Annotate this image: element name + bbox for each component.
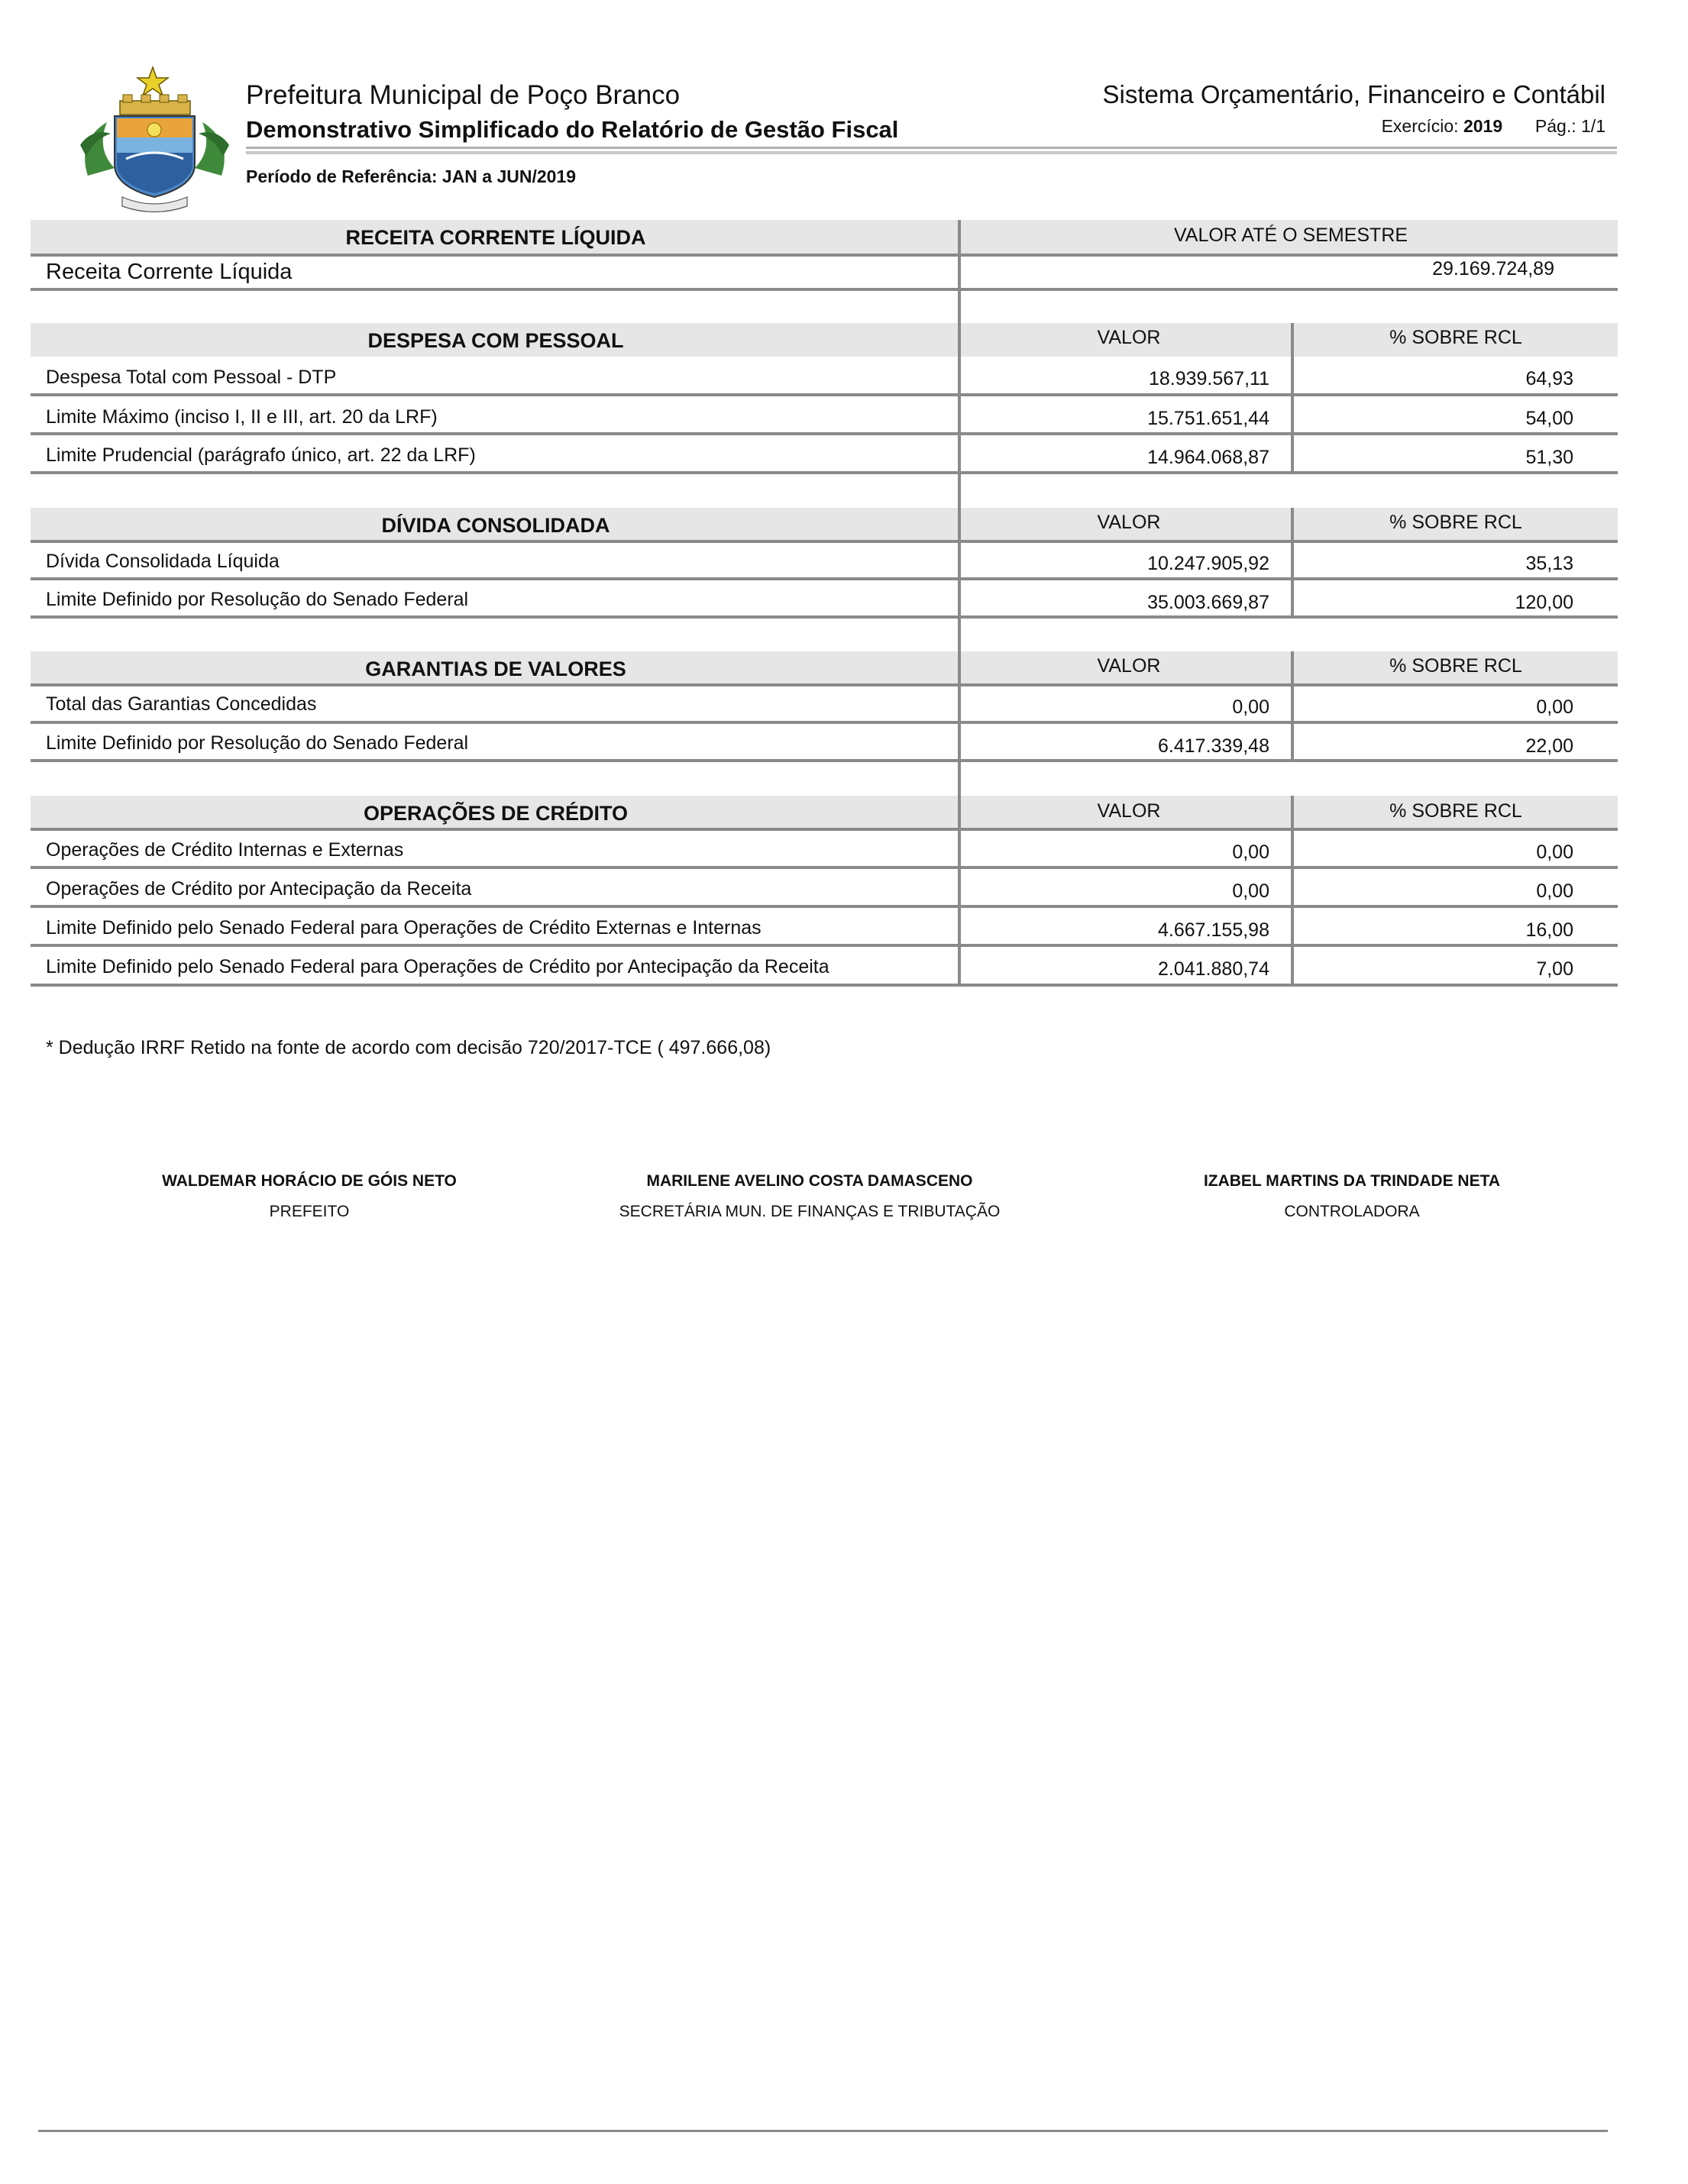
pessoal-section-title: DESPESA COM PESSOAL xyxy=(367,329,624,352)
garantias-section-title: GARANTIAS DE VALORES xyxy=(365,657,626,680)
table-row-valor: 10.247.905,92 xyxy=(1147,553,1269,574)
row-divider xyxy=(31,432,1618,435)
table-row-pct: 16,00 xyxy=(1525,919,1573,941)
table-row-valor: 0,00 xyxy=(1232,880,1269,902)
table-row-label: Limite Definido pelo Senado Federal para Operações de Crédito por Antecipação da Receita xyxy=(46,956,829,977)
table-row-pct: 0,00 xyxy=(1536,880,1573,902)
page-number: Pág.: 1/1 xyxy=(1534,116,1606,136)
table-row-pct: 22,00 xyxy=(1525,735,1573,757)
table-row-valor: 0,00 xyxy=(1232,696,1269,718)
rcl-row-value: 29.169.724,89 xyxy=(1432,258,1554,279)
table-row-valor: 14.964.068,87 xyxy=(1147,447,1269,468)
table-row-pct: 7,00 xyxy=(1536,958,1573,980)
table-row-label: Total das Garantias Concedidas xyxy=(46,693,317,715)
table-row-pct: 51,30 xyxy=(1525,447,1573,468)
credito-section-title: OPERAÇÕES DE CRÉDITO xyxy=(363,802,629,825)
signature-name: MARILENE AVELINO COSTA DAMASCENO xyxy=(646,1172,973,1190)
exercise-label: Exercício: xyxy=(1381,116,1459,136)
table-row-label: Limite Definido pelo Senado Federal para Operações de Crédito Externas e Internas xyxy=(46,917,762,939)
column-divider xyxy=(1291,651,1294,762)
column-divider xyxy=(1291,323,1294,474)
row-divider xyxy=(31,393,1618,396)
garantias-pct-header: % SOBRE RCL xyxy=(1389,655,1522,677)
table-row-valor: 4.667.155,98 xyxy=(1158,919,1269,941)
exercise-line xyxy=(1382,116,1606,137)
table-row-pct: 0,00 xyxy=(1536,696,1573,718)
system-name: Sistema Orçamentário, Financeiro e Contábil xyxy=(1102,80,1606,108)
row-divider xyxy=(31,288,1618,291)
row-divider xyxy=(31,866,1618,869)
row-divider xyxy=(31,540,1618,543)
signature-role: CONTROLADORA xyxy=(1284,1203,1420,1220)
table-row-pct: 54,00 xyxy=(1525,408,1573,429)
rcl-row-label: Receita Corrente Líquida xyxy=(46,260,293,284)
report-title: Demonstrativo Simplificado do Relatório de Gestão Fiscal xyxy=(246,116,899,143)
column-divider xyxy=(958,651,961,796)
row-divider xyxy=(31,905,1618,908)
table-row-label: Despesa Total com Pessoal - DTP xyxy=(46,367,337,388)
table-row-valor: 6.417.339,48 xyxy=(1158,735,1269,757)
org-name: Prefeitura Municipal de Poço Branco xyxy=(246,80,681,110)
table-row-label: Operações de Crédito por Antecipação da Receita xyxy=(46,878,472,900)
table-row-valor: 35.003.669,87 xyxy=(1147,592,1269,613)
row-divider xyxy=(31,984,1618,987)
column-divider xyxy=(1291,796,1294,987)
table-row-label: Dívida Consolidada Líquida xyxy=(46,551,280,572)
header-divider xyxy=(246,147,1617,149)
row-divider xyxy=(31,944,1618,947)
credito-valor-header: VALOR xyxy=(1097,800,1161,822)
table-row-label: Limite Definido por Resolução do Senado Federal xyxy=(46,589,469,610)
municipal-coat-of-arms-icon xyxy=(73,61,237,214)
header-divider-shadow xyxy=(246,151,1617,154)
page-bottom-rule xyxy=(38,2130,1608,2132)
reference-period: Período de Referência: JAN a JUN/2019 xyxy=(246,166,577,186)
divida-valor-header: VALOR xyxy=(1097,512,1161,533)
row-divider xyxy=(31,759,1618,762)
row-divider xyxy=(31,471,1618,474)
signature-name: WALDEMAR HORÁCIO DE GÓIS NETO xyxy=(162,1172,457,1190)
table-row-label: Limite Máximo (inciso I, II e III, art. 20 da LRF) xyxy=(46,406,438,428)
credito-pct-header: % SOBRE RCL xyxy=(1389,800,1522,822)
table-row-pct: 120,00 xyxy=(1515,592,1573,613)
table-row-valor: 18.939.567,11 xyxy=(1148,368,1269,389)
table-row-pct: 0,00 xyxy=(1536,842,1573,863)
row-divider xyxy=(31,721,1618,724)
rcl-section-title: RECEITA CORRENTE LÍQUIDA xyxy=(345,226,646,249)
table-row-label: Operações de Crédito Internas e Externas xyxy=(46,839,404,861)
column-divider xyxy=(958,323,961,510)
pessoal-pct-header: % SOBRE RCL xyxy=(1389,327,1522,348)
signature-name: IZABEL MARTINS DA TRINDADE NETA xyxy=(1203,1172,1501,1190)
row-divider xyxy=(31,683,1618,687)
rcl-value-header: VALOR ATÉ O SEMESTRE xyxy=(1173,225,1408,246)
divida-pct-header: % SOBRE RCL xyxy=(1389,512,1522,533)
row-divider xyxy=(31,828,1618,831)
table-row-label: Limite Definido por Resolução do Senado Federal xyxy=(46,732,469,754)
footnote: * Dedução IRRF Retido na fonte de acordo com decisão 720/2017-TCE ( 497.666,08) xyxy=(46,1037,771,1058)
signature-role: PREFEITO xyxy=(269,1203,350,1220)
table-row-pct: 64,93 xyxy=(1525,368,1573,389)
column-divider xyxy=(958,796,961,987)
divida-section-title: DÍVIDA CONSOLIDADA xyxy=(381,514,610,537)
pessoal-valor-header: VALOR xyxy=(1097,327,1161,348)
row-divider xyxy=(31,615,1618,619)
column-divider xyxy=(958,508,961,653)
signature-role: SECRETÁRIA MUN. DE FINANÇAS E TRIBUTAÇÃO xyxy=(619,1203,1001,1220)
table-row-valor: 15.751.651,44 xyxy=(1147,408,1269,429)
row-divider xyxy=(31,577,1618,580)
column-divider xyxy=(958,220,961,326)
table-row-pct: 35,13 xyxy=(1525,553,1573,574)
table-row-label: Limite Prudencial (parágrafo único, art. 22 da LRF) xyxy=(46,444,476,466)
column-divider xyxy=(1291,508,1294,619)
row-divider xyxy=(31,254,1618,257)
garantias-valor-header: VALOR xyxy=(1097,655,1161,677)
table-row-valor: 0,00 xyxy=(1232,842,1269,863)
exercise-year: 2019 xyxy=(1463,116,1503,136)
table-row-valor: 2.041.880,74 xyxy=(1158,958,1269,980)
